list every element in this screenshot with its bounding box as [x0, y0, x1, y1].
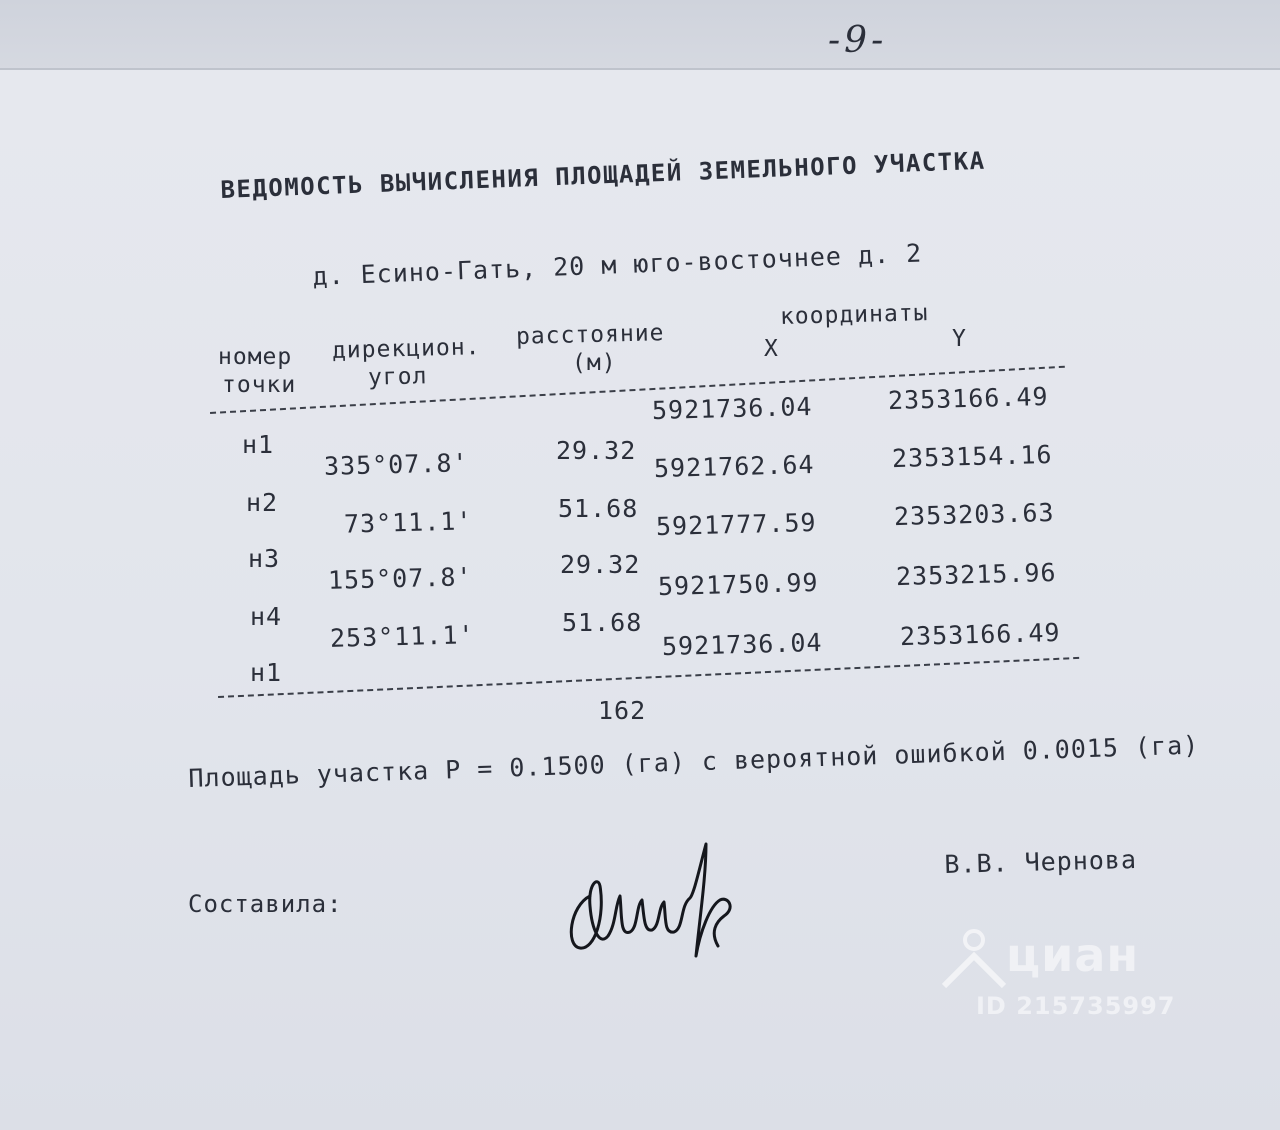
document-location: д. Есино-Гать, 20 м юго-восточнее д. 2	[312, 238, 923, 291]
coordinate-y: 2353215.96	[895, 557, 1057, 592]
area-statement: Площадь участка P = 0.1500 (га) с вероятной ошибкой 0.0015 (га)	[188, 730, 1200, 793]
cian-watermark	[936, 928, 1176, 1028]
compiled-by-label: Составила:	[188, 890, 343, 918]
header-bearing-line2: угол	[367, 363, 428, 391]
point-label: н2	[246, 488, 279, 517]
point-label: н4	[250, 602, 283, 631]
document-title: ВЕДОМОСТЬ ВЫЧИСЛЕНИЯ ПЛОЩАДЕЙ ЗЕМЕЛЬНОГО УЧАСТКА	[220, 146, 987, 204]
location-pin-icon	[936, 928, 1006, 988]
header-point-line2: точки	[222, 372, 297, 398]
segment-bearing: 155°07.8'	[327, 562, 473, 595]
paper-background-top	[0, 0, 1280, 72]
header-x: X	[764, 336, 779, 362]
point-label: н1	[242, 430, 275, 459]
header-coordinates: координаты	[779, 300, 929, 330]
coordinate-y: 2353166.49	[899, 617, 1061, 652]
coordinate-y: 2353154.16	[891, 439, 1053, 474]
header-y: Y	[952, 326, 967, 352]
segment-bearing: 73°11.1'	[343, 506, 473, 539]
header-point-line1: номер	[218, 344, 293, 370]
header-distance-line2: (м)	[572, 350, 617, 376]
page-number: -9-	[828, 20, 888, 61]
coordinate-x: 5921777.59	[655, 507, 817, 542]
coordinate-x: 5921736.04	[661, 627, 823, 662]
segment-distance: 29.32	[560, 550, 641, 579]
author-name: В.В. Чернова	[944, 844, 1138, 879]
coordinate-x: 5921762.64	[653, 449, 815, 484]
segment-distance: 51.68	[562, 608, 643, 637]
segment-bearing: 253°11.1'	[329, 620, 475, 653]
watermark-id: ID 215735997	[976, 992, 1176, 1020]
segment-distance: 29.32	[556, 436, 637, 465]
coordinate-y: 2353166.49	[887, 381, 1049, 416]
segment-distance: 51.68	[558, 494, 639, 523]
perimeter-value: 162	[598, 696, 647, 725]
watermark-brand: циан	[1006, 928, 1140, 982]
point-label: н3	[248, 544, 281, 573]
header-bearing-line1: дирекцион.	[331, 334, 481, 364]
header-distance-line1: расстояние	[515, 320, 665, 350]
segment-bearing: 335°07.8'	[323, 448, 469, 481]
point-label: н1	[250, 658, 283, 687]
handwritten-signature	[560, 836, 740, 976]
coordinate-x: 5921736.04	[651, 391, 813, 426]
coordinate-x: 5921750.99	[657, 567, 819, 602]
coordinate-y: 2353203.63	[893, 497, 1055, 532]
